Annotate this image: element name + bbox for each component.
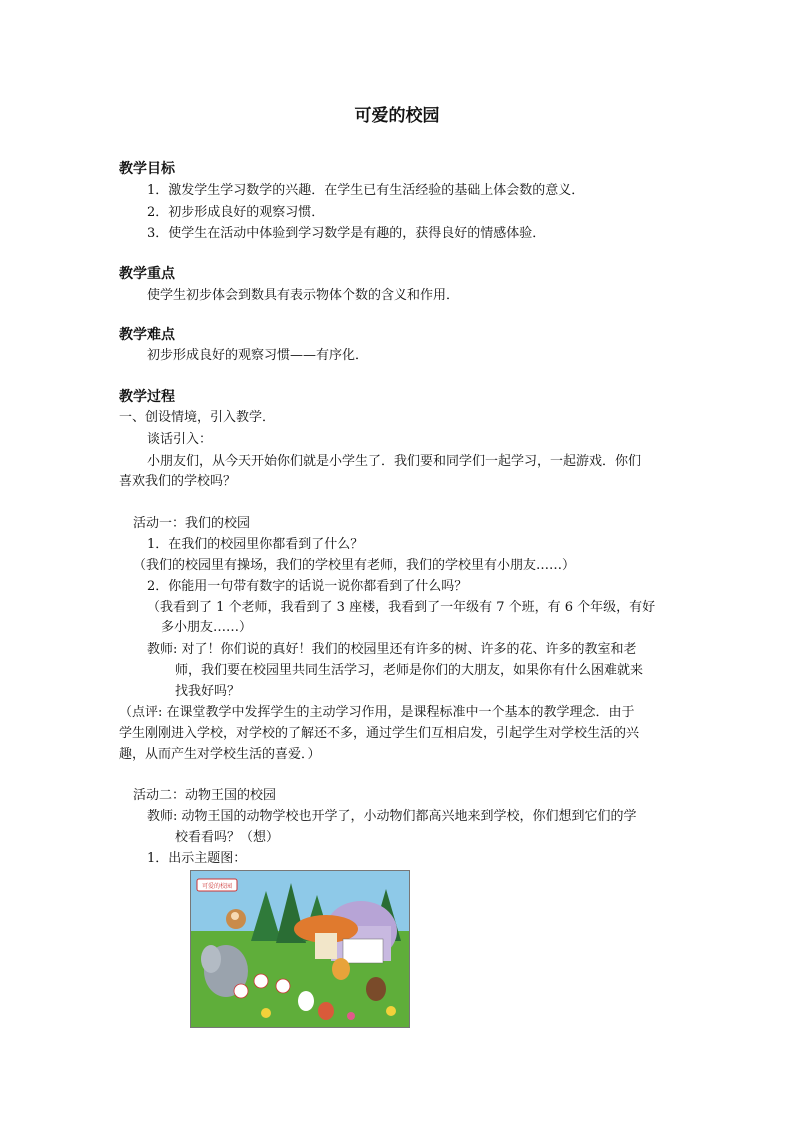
intro-paragraph-line: 喜欢我们的学校吗？ (119, 474, 237, 489)
document-title: 可爱的校园 (354, 106, 440, 126)
comment-line: 趣，从而产生对学校生活的喜爱．） (119, 747, 321, 762)
difficulties-heading: 教学难点 (119, 327, 175, 343)
intro-paragraph-line: 小朋友们，从今天开始你们就是小学生了．我们要和同学们一起学习，一起游戏．你们 (147, 454, 642, 469)
activity2-step: 1．出示主题图： (147, 851, 247, 866)
process-heading: 教学过程 (119, 389, 175, 405)
activity1-teacher-line: 师，我们要在校园里共同生活学习，老师是你们的大朋友，如果你有什么困难就来 (175, 663, 644, 678)
activity1-answer: 多小朋友……） (161, 620, 253, 635)
difficulties-text: 初步形成良好的观察习惯——有序化． (147, 348, 369, 363)
goals-heading: 教学目标 (119, 161, 175, 177)
activity1-teacher-line: 教师: 对了！你们说的真好！我们的校园里还有许多的树、许多的花、许多的教室和老 (147, 642, 637, 657)
elephant-ear (201, 945, 221, 973)
balloon (254, 974, 268, 988)
activity2-title: 活动二：动物王国的校园 (133, 788, 277, 803)
activity1-answer: （我们的校园里有操场，我们的学校里有老师，我们的学校里有小朋友……） (133, 558, 576, 573)
flower (386, 1006, 396, 1016)
flower (347, 1012, 355, 1020)
goal-item: 1．激发学生学习数学的兴趣．在学生已有生活经验的基础上体会数的意义． (147, 183, 585, 198)
balloon (276, 979, 290, 993)
activity1-title: 活动一：我们的校园 (133, 516, 251, 531)
comment-line: （点评: 在课堂教学中发挥学生的主动学习作用，是课程标准中一个基本的教学理念．由于 (119, 705, 635, 720)
key-points-heading: 教学重点 (119, 266, 175, 282)
flower (261, 1008, 271, 1018)
balloon (234, 984, 248, 998)
caption-text: 可爱的校园 (201, 883, 233, 890)
activity2-teacher-line: 校看看吗？（想） (175, 830, 280, 845)
key-points-text: 使学生初步体会到数具有表示物体个数的含义和作用． (147, 288, 460, 303)
theme-illustration (190, 870, 410, 1028)
goal-item: 3．使学生在活动中体验到学习数学是有趣的，获得良好的情感体验． (147, 226, 546, 241)
animal-school-scene (191, 871, 409, 1027)
monkey-face (231, 912, 239, 920)
small-animal (318, 1002, 334, 1020)
bear-student (366, 977, 386, 1001)
goal-item: 2．初步形成良好的观察习惯． (147, 205, 325, 220)
section-heading: 一、创设情境，引入教学． (119, 410, 276, 425)
fox-student (332, 958, 350, 980)
rabbit-student (298, 991, 314, 1011)
comment-line: 学生刚刚进入学校，对学校的了解还不多，通过学生们互相启发，引起学生对学校生活的兴 (119, 726, 640, 741)
activity1-answer: （我看到了 1 个老师，我看到了 3 座楼，我看到了一年级有 7 个班，有 6 个年级，有好 (147, 600, 656, 615)
notice-board (343, 939, 383, 963)
intro-label: 谈话引入： (147, 432, 213, 447)
activity2-teacher-line: 教师: 动物王国的动物学校也开学了，小动物们都高兴地来到学校，你们想到它们的学 (147, 809, 637, 824)
activity1-question: 1．在我们的校园里你都看到了什么？ (147, 537, 364, 552)
activity1-question: 2．你能用一句带有数字的话说一说你都看到了什么吗？ (147, 579, 468, 594)
mushroom-stem (315, 933, 337, 959)
activity1-teacher-line: 找我好吗？ (175, 684, 241, 699)
